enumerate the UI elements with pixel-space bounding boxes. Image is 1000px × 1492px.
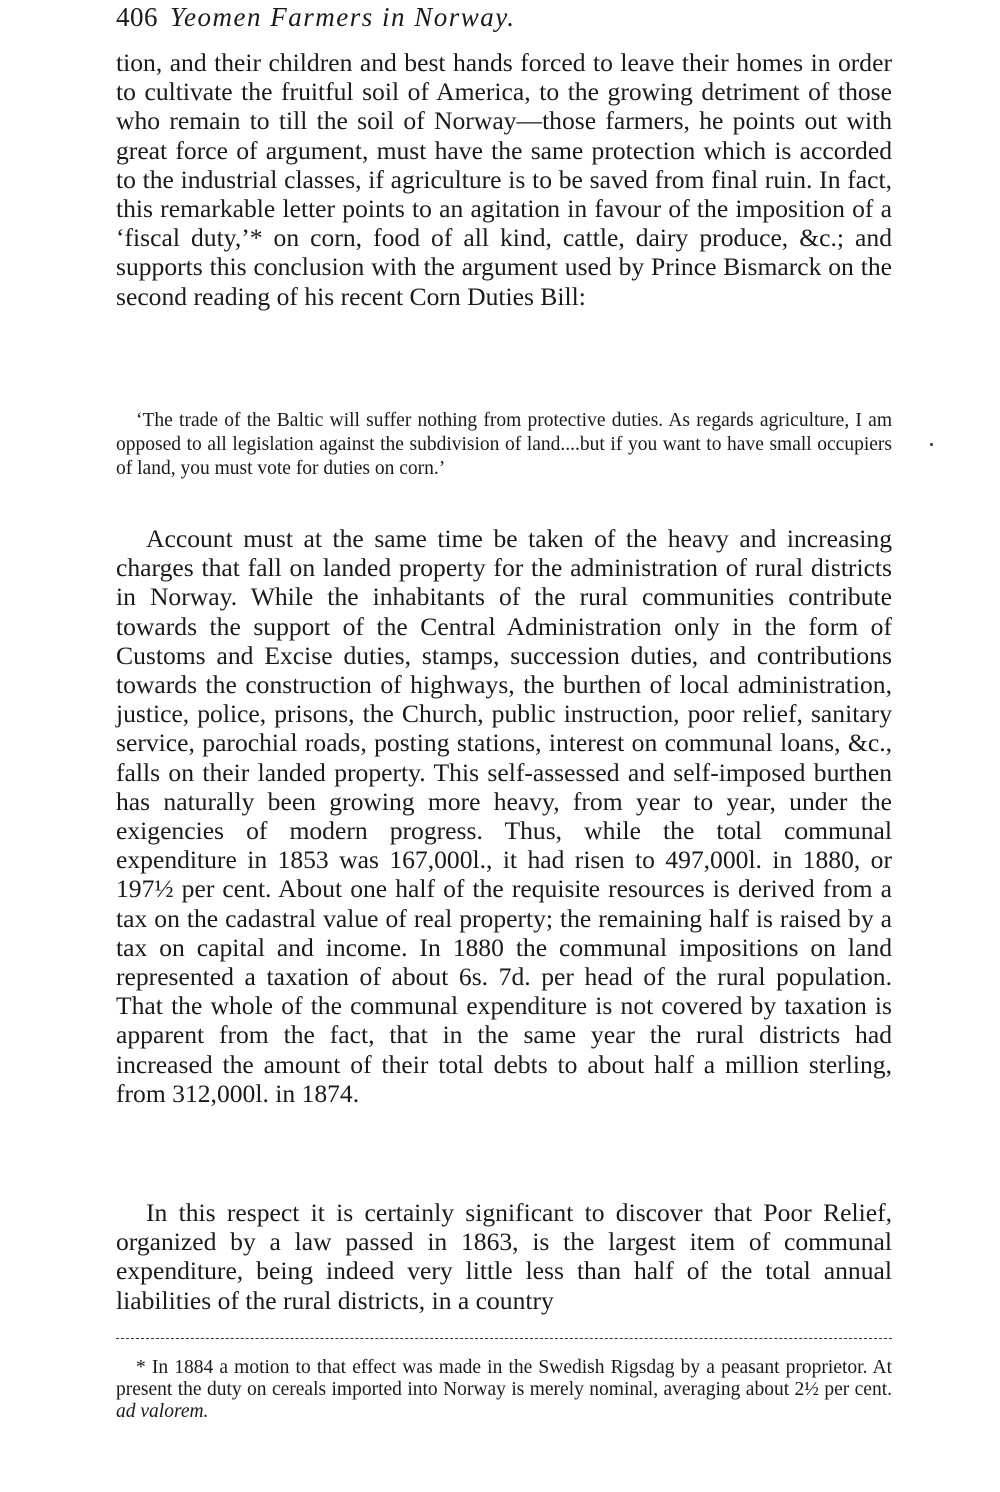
paragraph-continued (116, 48, 892, 311)
footnote-italic-tail: ad valorem. (116, 1401, 209, 1422)
scan-speck (930, 443, 933, 446)
footnote-divider (116, 1338, 892, 1339)
block-quote-bismarck (116, 409, 892, 482)
paragraph-text: Account must at the same time be taken of the heavy and increasing charges that fall on landed property for the administration of rural districts in Norway. While the inhabitants of the rural communities contribute towards the support of the Central Administration only in the form of Customs and Excise duties, stamps, succession duties, and contributions towards the construction of highways, the burthen of local administration, justice, police, prisons, the Church, public instruction, poor relief, sanitary service, parochial roads, posting stations, interest on communal loans, &c., falls on their landed property. This self-assessed and self-imposed burthen has naturally been growing more heavy, from year to year, under the exigencies of modern progress. Thus, while the total communal expenditure in 1853 was 167,000l., it had risen to 497,000l. in 1880, or 197½ per cent. About one half of the requisite resources is derived from a tax on the cadastral value of real property; the remaining half is raised by a tax on capital and income. In 1880 the communal impositions on land represented a taxation of about 6s. 7d. per head of the rural population. That the whole of the communal expenditure is not covered by taxation is apparent from the fact, that in the same year the rural districts had increased the amount of their total debts to about half a million sterling, from 312,000l. in 1874. (116, 524, 892, 1108)
paragraph-text: tion, and their children and best hands forced to leave their homes in order to cultivate the fruitful soil of America, to the growing detriment of those who remain to till the soil of Norway—those farmers, he points out with great force of argument, must have the same protection which is accorded to the industrial classes, if agriculture is to be saved from final ruin. In fact, this remarkable letter points to an agitation in favour of the imposition of a ‘fiscal duty,’* on corn, food of all kind, cattle, dairy produce, &c.; and supports this conclusion with the argument used by Prince Bismarck on the second reading of his recent Corn Duties Bill: (116, 48, 892, 311)
paragraph-text: In this respect it is certainly significant to discover that Poor Relief, organized by a law passed in 1863, is the largest item of communal expenditure, being indeed very little less than half of the total annual liabilities of the rural districts, in a country (116, 1198, 892, 1315)
footnote-text: * In 1884 a motion to that effect was made in the Swedish Rigsdag by a peasant proprietor. At present the duty on cereals imported into Norway is merely nominal, averaging about 2½ per cent. (116, 1357, 892, 1400)
running-head (116, 2, 892, 42)
footnote (116, 1357, 892, 1423)
paragraph-communal-charges (116, 524, 892, 1108)
running-title: Yeomen Farmers in Norway. (170, 2, 516, 32)
page-number: 406 (116, 2, 158, 32)
paragraph-poor-relief (116, 1198, 892, 1315)
quote-text: ‘The trade of the Baltic will suffer nothing from protective duties. As regards agriculture, I am opposed to all legislation against the subdivision of land....but if you want to have small occupiers of land, you must vote for duties on corn.’ (116, 410, 892, 480)
